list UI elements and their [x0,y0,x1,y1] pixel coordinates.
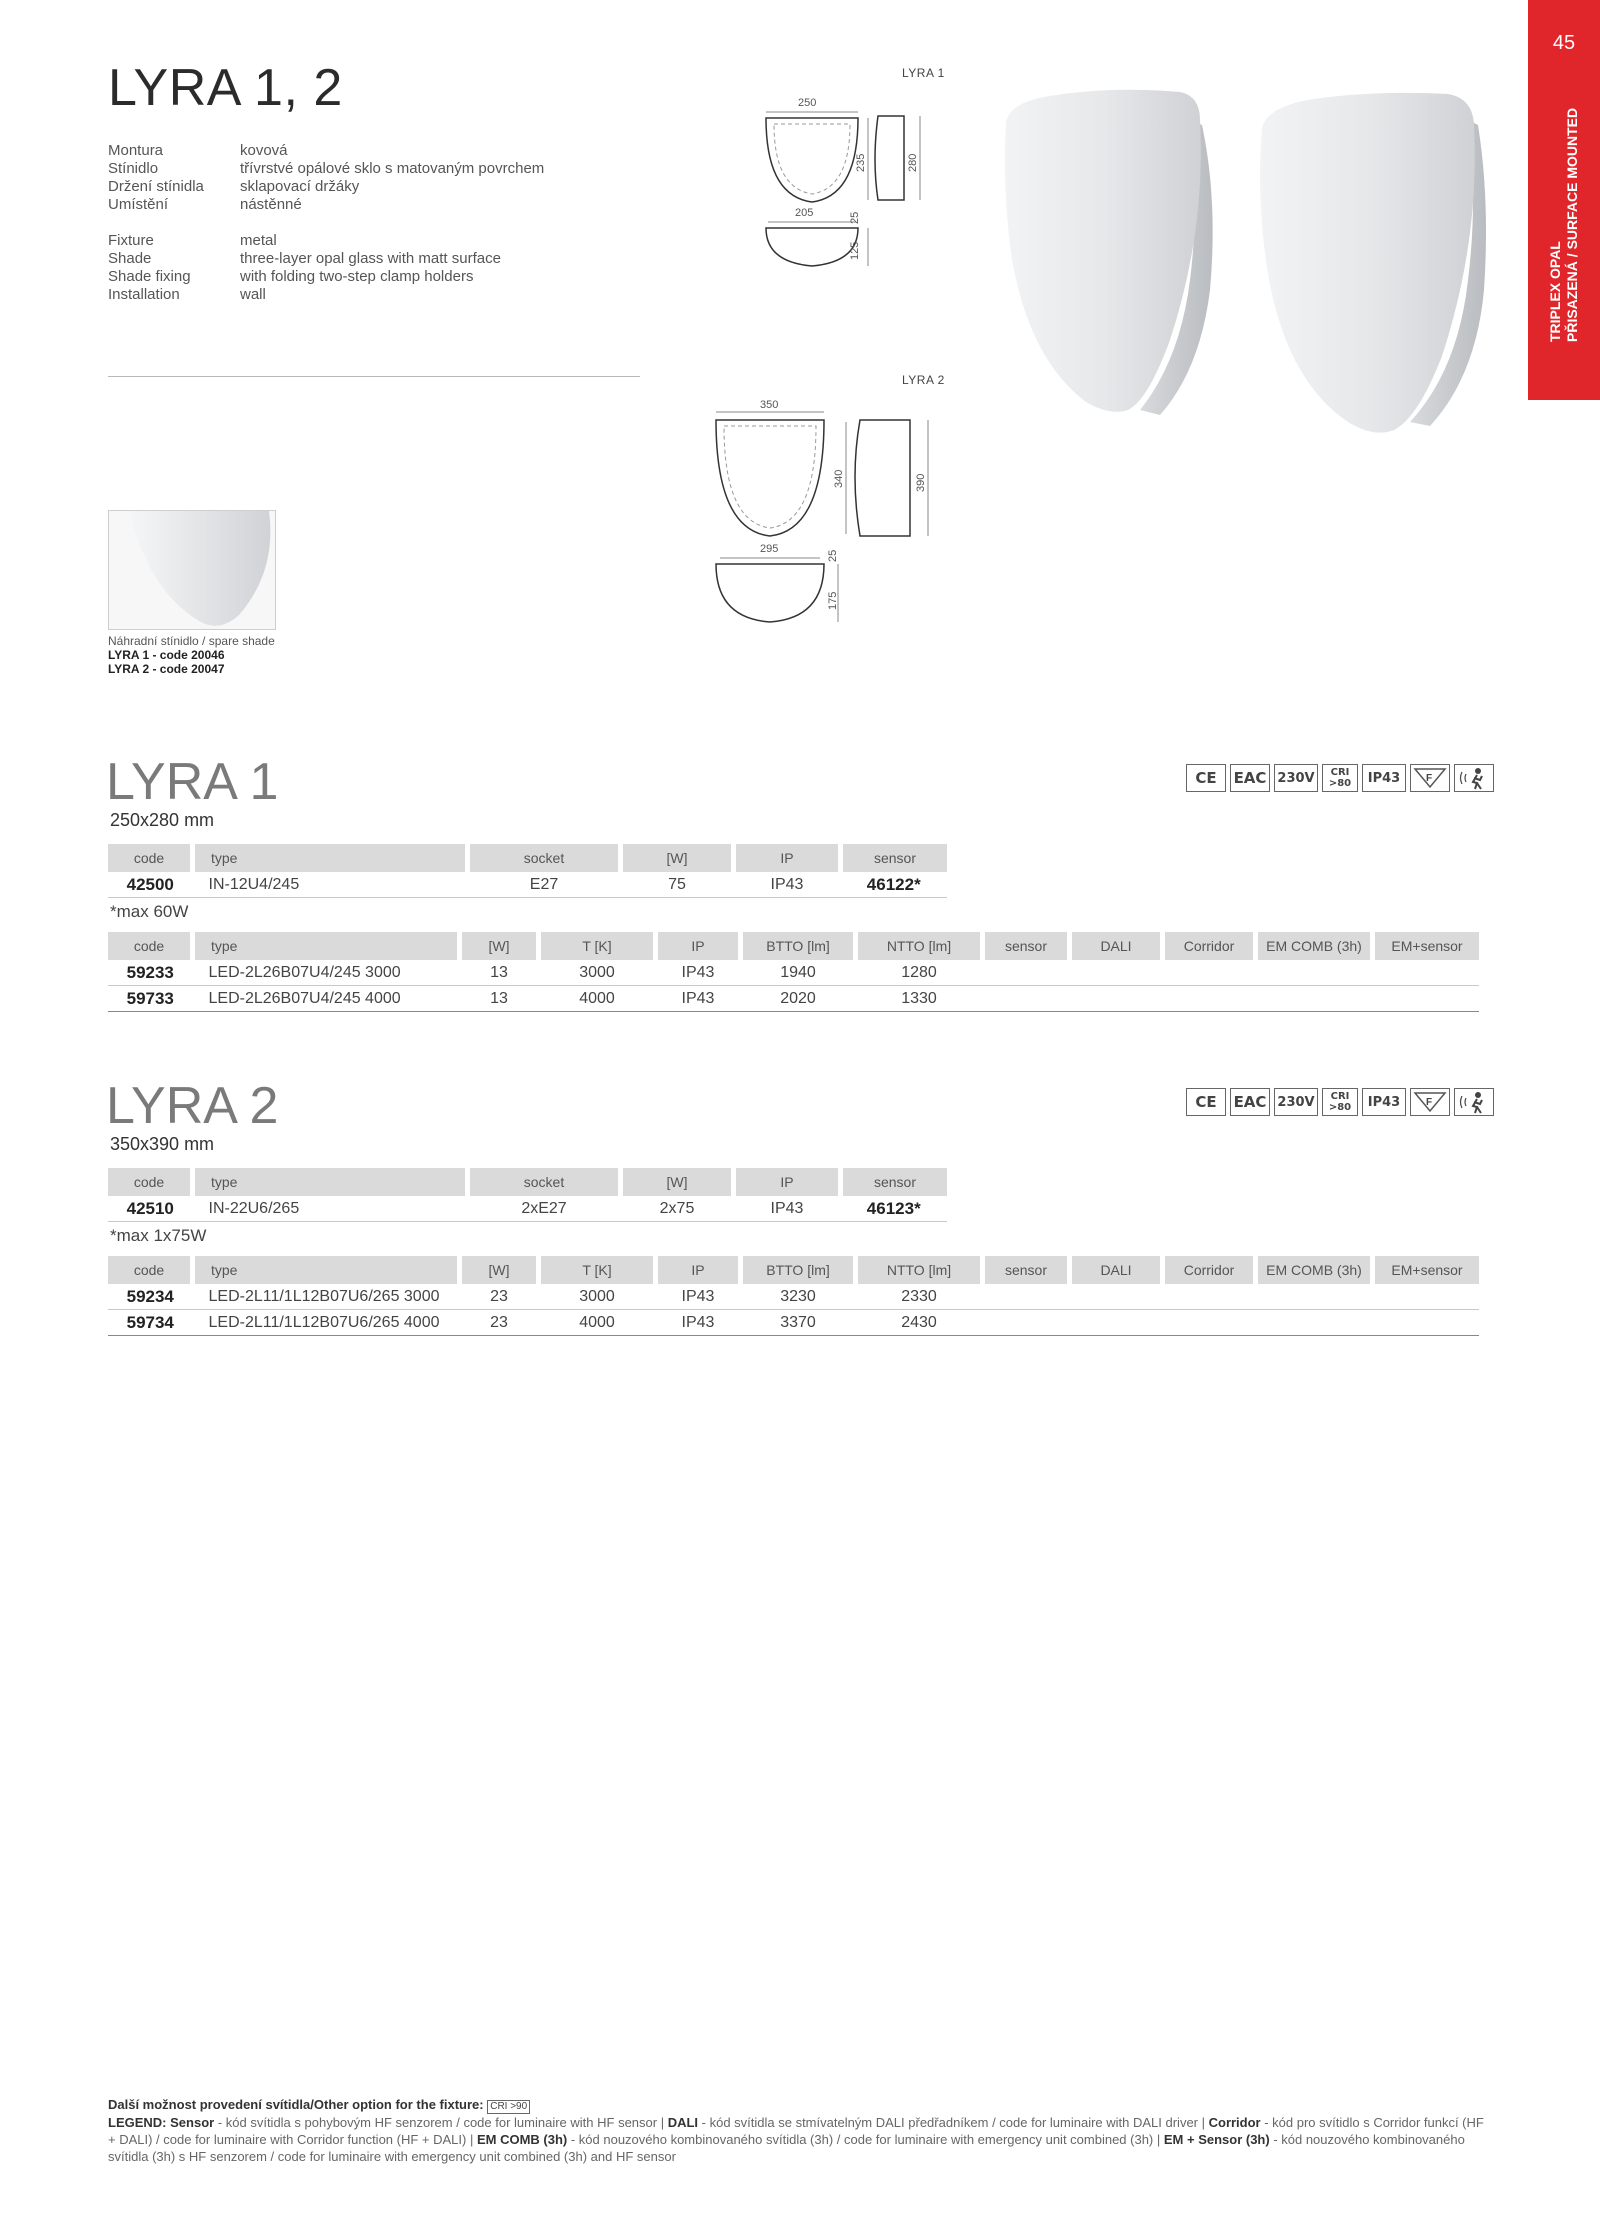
spec-key: Montura [108,142,164,159]
spec-row [108,286,501,304]
table-cell: 3000 [539,1284,656,1310]
table-cell [1256,1310,1373,1336]
column-header: T [K] [539,932,656,960]
dim-lyra2-gap: 25 [827,549,839,562]
spec-en [108,232,501,304]
spare-caption-text: Náhradní stínidlo / spare shade [108,634,275,648]
column-header: BTTO [lm] [741,1256,856,1284]
legend [108,2096,1492,2165]
dim-lyra1-height: 280 [907,153,919,172]
spec-value: three-layer opal glass with matt surface [240,250,501,267]
table-header [108,1168,947,1196]
column-header: type [193,1168,468,1196]
column-header: type [193,844,468,872]
legend-corridor-key: Corridor [1208,2115,1261,2130]
dim-lyra2-base: 295 [760,543,779,555]
table-cell [1163,986,1256,1012]
table-cell: IP43 [656,986,741,1012]
spec-row [108,268,501,286]
legend-corridor-desc: - kód pro svítidlo s Corridor funkcí (HF + DALI) / code for luminaire with Corridor function (HF + DALI) | [108,2115,1484,2147]
table-cell: 3000 [539,960,656,986]
f-mark-letter: F [1426,1097,1433,1108]
table-cell: 2xE27 [468,1196,621,1222]
column-header: [W] [460,1256,539,1284]
table-cell: 2430 [856,1310,983,1336]
table-cell [1070,986,1163,1012]
max-wattage-note: *max 1x75W [110,1226,207,1245]
dim-lyra1-depth: 125 [849,241,861,260]
table-cell: IP43 [656,960,741,986]
side-tag-line2: PŘISAZENÁ / SURFACE MOUNTED [1564,107,1580,342]
spec-key: Installation [108,286,180,303]
legend-label: LEGEND: [108,2115,167,2130]
dim-lyra1-width: 250 [798,97,817,109]
legend-emcomb-key: EM COMB (3h) [476,2132,568,2147]
table-cell [1373,1310,1480,1336]
certification-badges [1186,764,1494,792]
column-header: [W] [460,932,539,960]
spec-row [108,142,544,160]
column-header: IP [656,1256,741,1284]
table-row [108,1284,1479,1310]
column-header: socket [468,1168,621,1196]
table-cell: 2020 [741,986,856,1012]
product-photo [990,80,1490,490]
f-mark-letter: F [1426,773,1433,784]
column-header: EM COMB (3h) [1256,932,1373,960]
table-cell: 13 [460,960,539,986]
max-wattage-note: *max 60W [110,902,189,921]
column-header: code [108,1168,193,1196]
table-cell: 59234 [108,1284,193,1310]
dim-lyra2-depth: 175 [827,591,839,610]
spec-key: Stínidlo [108,160,159,177]
ce-mark-icon: CE [1186,764,1226,792]
section-dimensions: 350x390 mm [110,1134,215,1154]
cri80-icon: CRI >80 [1322,1088,1358,1116]
table-row [108,986,1479,1012]
cri80-icon: CRI >80 [1322,764,1358,792]
dim-lyra2-height: 390 [915,473,927,492]
spec-key: Shade [108,250,152,267]
table-cell: 1940 [741,960,856,986]
table-cell: 3370 [741,1310,856,1336]
spec-value: wall [240,286,266,303]
column-header: sensor [983,1256,1070,1284]
spare-shade-image [108,510,276,630]
table-cell: 75 [621,872,734,898]
table-cell: 4000 [539,1310,656,1336]
column-header: socket [468,844,621,872]
column-header: NTTO [lm] [856,932,983,960]
table-cell: IN-12U4/245 [193,872,468,898]
legend-emsensor-desc: - kód nouzového kombinovaného svítidla (3h) s HF senzorem / code for luminaire with emergency unit combined (3h) and HF sensor [108,2132,1465,2164]
table-cell: LED-2L11/1L12B07U6/265 4000 [193,1310,460,1336]
table-cell: 3230 [741,1284,856,1310]
section-title: LYRA 2 [106,1077,279,1135]
voltage-230v-icon: 230V [1274,764,1318,792]
column-header: EM+sensor [1373,1256,1480,1284]
column-header: type [193,932,460,960]
spec-key: Shade fixing [108,268,191,285]
table-header [108,1256,1479,1284]
legend-sensor-key: Sensor [170,2115,215,2130]
spare-code-lyra2: LYRA 2 - code 20047 [108,662,225,676]
column-header: Corridor [1163,932,1256,960]
table-cell: 42510 [108,1196,193,1222]
voltage-230v-icon: 230V [1274,1088,1318,1116]
column-header: [W] [621,1168,734,1196]
certification-badges [1186,1088,1494,1116]
dim-lyra1-gap: 25 [849,211,861,224]
spec-value: nástěnné [240,196,302,213]
spec-value: sklapovací držáky [240,178,360,195]
dim-lyra2-inner: 340 [833,469,845,488]
legend-dali-key: DALI [667,2115,699,2130]
legend-sensor-desc: - kód svítidla s pohybovým HF senzorem / code for luminaire with HF sensor | [214,2115,668,2130]
table-cell: 59233 [108,960,193,986]
column-header: IP [656,932,741,960]
table-cell: 4000 [539,986,656,1012]
drawing-label-lyra1: LYRA 1 [902,66,945,80]
table-cell: IN-22U6/265 [193,1196,468,1222]
table-cell: E27 [468,872,621,898]
table-cell: LED-2L26B07U4/245 4000 [193,986,460,1012]
spec-cz [108,142,544,214]
table-cell: LED-2L26B07U4/245 3000 [193,960,460,986]
table-cell: 1330 [856,986,983,1012]
drawing-lyra2 [700,396,960,626]
spec-key: Držení stínidla [108,178,204,195]
table-cell: 59734 [108,1310,193,1336]
column-header: [W] [621,844,734,872]
table-header [108,932,1479,960]
table-cell: IP43 [734,1196,841,1222]
table-cell: 59733 [108,986,193,1012]
table-cell [1256,986,1373,1012]
column-header: IP [734,1168,841,1196]
table-cell: IP43 [656,1310,741,1336]
column-header: EM+sensor [1373,932,1480,960]
spec-row [108,178,544,196]
column-header: IP [734,844,841,872]
spec-key: Umístění [108,196,169,213]
table-cell [1373,986,1480,1012]
column-header: NTTO [lm] [856,1256,983,1284]
legend-emcomb-desc: - kód nouzového kombinovaného svítidla (3h) / code for luminaire with emergency unit combined (3h) | [567,2132,1164,2147]
table-row [108,1310,1479,1336]
column-header: DALI [1070,932,1163,960]
table-cell [1163,1284,1256,1310]
spec-row [108,232,501,250]
table-cell: 46122* [841,872,948,898]
table-cell: 2330 [856,1284,983,1310]
side-tag-line1: TRIPLEX OPAL [1547,241,1563,342]
table-cell [1163,960,1256,986]
eac-mark-icon: EAC [1230,1088,1270,1116]
other-option-label: Další možnost provedení svítidla/Other option for the fixture: [108,2097,484,2112]
table-cell [1373,1284,1480,1310]
table-cell: 1280 [856,960,983,986]
column-header: sensor [983,932,1070,960]
dim-lyra2-width: 350 [760,399,779,411]
dim-lyra1-base: 205 [795,207,814,219]
side-tag-text [1547,108,1581,342]
table-cell [1070,1284,1163,1310]
table-cell [1070,1310,1163,1336]
spare-shade-caption [108,634,275,676]
column-header: code [108,932,193,960]
legend-emsensor-key: EM + Sensor (3h) [1163,2132,1270,2147]
section-dimensions: 250x280 mm [110,810,215,830]
ce-mark-icon: CE [1186,1088,1226,1116]
table-cell [1373,960,1480,986]
column-header: T [K] [539,1256,656,1284]
led-table [108,1256,1479,1336]
f-mark-icon [1410,764,1450,792]
table-cell: 23 [460,1310,539,1336]
spec-row [108,196,544,214]
table-cell [1070,960,1163,986]
table-cell [983,1284,1070,1310]
spec-row [108,250,501,268]
table-cell: LED-2L11/1L12B07U6/265 3000 [193,1284,460,1310]
table-cell: 2x75 [621,1196,734,1222]
classic-table [108,844,947,898]
eac-mark-icon: EAC [1230,764,1270,792]
table-cell: IP43 [656,1284,741,1310]
dim-lyra1-inner: 235 [855,153,867,172]
spec-value: třívrstvé opálové sklo s matovaným povrchem [240,160,545,177]
table-cell: 13 [460,986,539,1012]
table-row [108,872,947,898]
f-mark-icon [1410,1088,1450,1116]
column-header: sensor [841,1168,948,1196]
column-header: BTTO [lm] [741,932,856,960]
table-cell [983,960,1070,986]
section-title: LYRA 1 [106,753,279,811]
table-cell: 23 [460,1284,539,1310]
drawing-lyra1 [740,90,960,280]
legend-dali-desc: - kód svítidla se stmívatelným DALI předřadníkem / code for luminaire with DALI driver | [698,2115,1209,2130]
spec-row [108,160,544,178]
table-cell: 42500 [108,872,193,898]
column-header: code [108,844,193,872]
drawing-label-lyra2: LYRA 2 [902,373,945,387]
table-header [108,844,947,872]
spec-value: kovová [240,142,288,159]
page-title: LYRA 1, 2 [108,59,343,117]
ip43-icon: IP43 [1362,764,1406,792]
spec-value: metal [240,232,277,249]
spare-code-lyra1: LYRA 1 - code 20046 [108,648,225,662]
table-cell [983,1310,1070,1336]
column-header: DALI [1070,1256,1163,1284]
table-cell: IP43 [734,872,841,898]
spec-key: Fixture [108,232,154,249]
table-cell [1163,1310,1256,1336]
ip43-icon: IP43 [1362,1088,1406,1116]
column-header: EM COMB (3h) [1256,1256,1373,1284]
led-table [108,932,1479,1012]
sensor-icon [1454,1088,1494,1116]
column-header: code [108,1256,193,1284]
table-cell: 46123* [841,1196,948,1222]
table-cell [983,986,1070,1012]
table-row [108,960,1479,986]
side-tag [1528,0,1600,400]
column-header: type [193,1256,460,1284]
cri90-badge: CRI >90 [487,2100,530,2114]
column-header: sensor [841,844,948,872]
table-cell [1256,960,1373,986]
sensor-icon [1454,764,1494,792]
divider [108,376,640,377]
classic-table [108,1168,947,1222]
column-header: Corridor [1163,1256,1256,1284]
table-cell [1256,1284,1373,1310]
spec-value: with folding two-step clamp holders [240,268,474,285]
table-row [108,1196,947,1222]
page-number: 45 [1552,32,1576,54]
